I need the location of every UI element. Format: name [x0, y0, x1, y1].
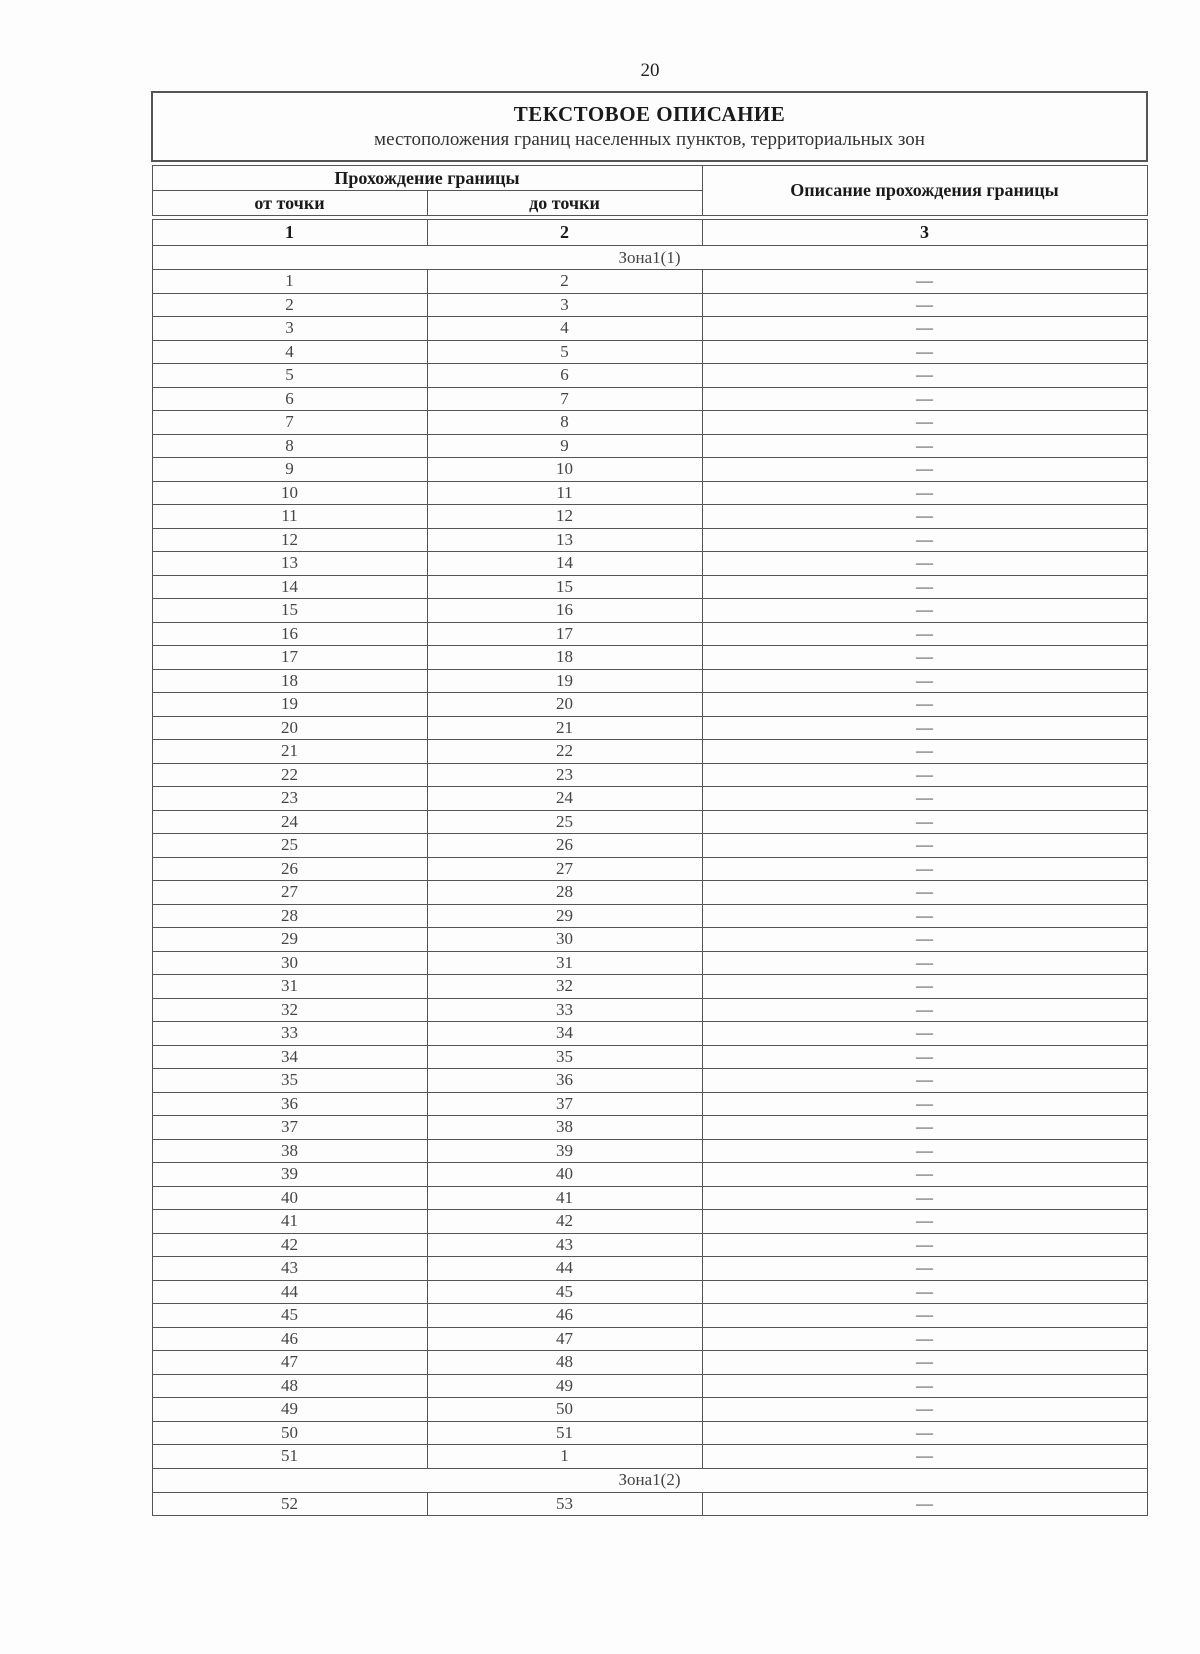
to-point-cell: 33 — [427, 998, 702, 1022]
to-point-cell: 11 — [427, 481, 702, 505]
description-cell: — — [702, 1280, 1147, 1304]
description-cell: — — [702, 622, 1147, 646]
table-row — [152, 317, 1147, 341]
description-cell: — — [702, 1421, 1147, 1445]
from-point-cell: 14 — [152, 575, 427, 599]
table-row — [152, 293, 1147, 317]
table-row — [152, 458, 1147, 482]
description-cell: — — [702, 364, 1147, 388]
from-point-cell: 38 — [152, 1139, 427, 1163]
from-point-cell: 27 — [152, 881, 427, 905]
description-cell: — — [702, 458, 1147, 482]
from-point-cell: 32 — [152, 998, 427, 1022]
table-row — [152, 1233, 1147, 1257]
from-point-cell: 7 — [152, 411, 427, 435]
from-point-cell: 1 — [152, 270, 427, 294]
table-row — [152, 693, 1147, 717]
table-row — [152, 1492, 1147, 1516]
from-point-cell: 10 — [152, 481, 427, 505]
table-row — [152, 1280, 1147, 1304]
to-point-cell: 18 — [427, 646, 702, 670]
description-cell: — — [702, 1069, 1147, 1093]
table-row — [152, 716, 1147, 740]
table-row — [152, 834, 1147, 858]
from-point-cell: 36 — [152, 1092, 427, 1116]
table-row — [152, 1045, 1147, 1069]
column-number-3: 3 — [702, 220, 1147, 246]
from-point-cell: 51 — [152, 1445, 427, 1469]
to-point-cell: 40 — [427, 1163, 702, 1187]
description-cell: — — [702, 528, 1147, 552]
to-point-cell: 32 — [427, 975, 702, 999]
from-point-cell: 26 — [152, 857, 427, 881]
from-point-cell: 9 — [152, 458, 427, 482]
to-point-cell: 34 — [427, 1022, 702, 1046]
title-main: ТЕКСТОВОЕ ОПИСАНИЕ — [513, 102, 786, 126]
description-cell: — — [702, 1186, 1147, 1210]
to-point-cell: 36 — [427, 1069, 702, 1093]
table-row — [152, 1092, 1147, 1116]
description-cell: — — [702, 998, 1147, 1022]
from-point-cell: 34 — [152, 1045, 427, 1069]
table-row — [152, 1210, 1147, 1234]
to-point-cell: 1 — [427, 1445, 702, 1469]
from-point-cell: 13 — [152, 552, 427, 576]
table-row — [152, 740, 1147, 764]
table-row — [152, 669, 1147, 693]
table-row — [152, 1351, 1147, 1375]
to-point-cell: 53 — [427, 1492, 702, 1516]
to-point-cell: 38 — [427, 1116, 702, 1140]
to-point-cell: 46 — [427, 1304, 702, 1328]
to-point-cell: 31 — [427, 951, 702, 975]
description-cell: — — [702, 693, 1147, 717]
to-point-cell: 16 — [427, 599, 702, 623]
description-cell: — — [702, 1092, 1147, 1116]
to-point-cell: 49 — [427, 1374, 702, 1398]
to-point-cell: 50 — [427, 1398, 702, 1422]
to-point-cell: 27 — [427, 857, 702, 881]
from-point-cell: 24 — [152, 810, 427, 834]
table-row — [152, 763, 1147, 787]
table-row — [152, 810, 1147, 834]
to-point-cell: 22 — [427, 740, 702, 764]
table-row — [152, 975, 1147, 999]
zone-header-row — [152, 246, 1147, 270]
from-point-cell: 50 — [152, 1421, 427, 1445]
table-row — [152, 857, 1147, 881]
from-point-cell: 33 — [152, 1022, 427, 1046]
column-number-1: 1 — [152, 220, 427, 246]
from-point-cell: 11 — [152, 505, 427, 529]
to-point-cell: 3 — [427, 293, 702, 317]
to-point-cell: 43 — [427, 1233, 702, 1257]
to-point-cell: 39 — [427, 1139, 702, 1163]
to-point-cell: 45 — [427, 1280, 702, 1304]
description-cell: — — [702, 1351, 1147, 1375]
description-cell: — — [702, 1163, 1147, 1187]
to-point-cell: 41 — [427, 1186, 702, 1210]
to-point-cell: 48 — [427, 1351, 702, 1375]
header-to-point: до точки — [427, 191, 702, 216]
to-point-cell: 30 — [427, 928, 702, 952]
description-cell: — — [702, 481, 1147, 505]
from-point-cell: 23 — [152, 787, 427, 811]
table-row — [152, 1421, 1147, 1445]
to-point-cell: 19 — [427, 669, 702, 693]
header-description: Описание прохождения границы — [702, 166, 1147, 216]
description-cell: — — [702, 1492, 1147, 1516]
from-point-cell: 6 — [152, 387, 427, 411]
to-point-cell: 5 — [427, 340, 702, 364]
from-point-cell: 29 — [152, 928, 427, 952]
table-body — [152, 246, 1147, 1516]
description-cell: — — [702, 834, 1147, 858]
table-row — [152, 575, 1147, 599]
table-row — [152, 1304, 1147, 1328]
from-point-cell: 17 — [152, 646, 427, 670]
description-cell: — — [702, 270, 1147, 294]
table-row — [152, 1257, 1147, 1281]
from-point-cell: 8 — [152, 434, 427, 458]
header-passage: Прохождение границы — [152, 166, 702, 191]
description-cell: — — [702, 552, 1147, 576]
table-row — [152, 505, 1147, 529]
to-point-cell: 35 — [427, 1045, 702, 1069]
from-point-cell: 42 — [152, 1233, 427, 1257]
to-point-cell: 44 — [427, 1257, 702, 1281]
description-cell: — — [702, 669, 1147, 693]
description-cell: — — [702, 340, 1147, 364]
description-cell: — — [702, 1398, 1147, 1422]
from-point-cell: 2 — [152, 293, 427, 317]
table-row — [152, 599, 1147, 623]
description-cell: — — [702, 1374, 1147, 1398]
column-number-2: 2 — [427, 220, 702, 246]
description-cell: — — [702, 387, 1147, 411]
table-row — [152, 904, 1147, 928]
description-cell: — — [702, 1233, 1147, 1257]
table-row — [152, 622, 1147, 646]
description-cell: — — [702, 975, 1147, 999]
description-cell: — — [702, 928, 1147, 952]
boundary-description-table — [151, 91, 1148, 1516]
table-row — [152, 270, 1147, 294]
from-point-cell: 46 — [152, 1327, 427, 1351]
table-title — [152, 92, 1147, 161]
description-cell: — — [702, 434, 1147, 458]
from-point-cell: 45 — [152, 1304, 427, 1328]
to-point-cell: 51 — [427, 1421, 702, 1445]
from-point-cell: 41 — [152, 1210, 427, 1234]
description-cell: — — [702, 1257, 1147, 1281]
description-cell: — — [702, 505, 1147, 529]
description-cell: — — [702, 881, 1147, 905]
description-cell: — — [702, 1445, 1147, 1469]
from-point-cell: 25 — [152, 834, 427, 858]
from-point-cell: 43 — [152, 1257, 427, 1281]
table-row — [152, 528, 1147, 552]
title-subtitle: местоположения границ населенных пунктов, территориальных зон — [374, 129, 925, 150]
to-point-cell: 24 — [427, 787, 702, 811]
table-row — [152, 998, 1147, 1022]
from-point-cell: 30 — [152, 951, 427, 975]
table-row — [152, 881, 1147, 905]
table-row — [152, 340, 1147, 364]
from-point-cell: 35 — [152, 1069, 427, 1093]
to-point-cell: 15 — [427, 575, 702, 599]
from-point-cell: 39 — [152, 1163, 427, 1187]
description-cell: — — [702, 293, 1147, 317]
table-row — [152, 387, 1147, 411]
from-point-cell: 20 — [152, 716, 427, 740]
to-point-cell: 17 — [427, 622, 702, 646]
table-row — [152, 646, 1147, 670]
table-row — [152, 1374, 1147, 1398]
description-cell: — — [702, 1210, 1147, 1234]
description-cell: — — [702, 716, 1147, 740]
description-cell: — — [702, 857, 1147, 881]
table-row — [152, 951, 1147, 975]
from-point-cell: 15 — [152, 599, 427, 623]
table-row — [152, 1139, 1147, 1163]
description-cell: — — [702, 1139, 1147, 1163]
table-row — [152, 928, 1147, 952]
description-cell: — — [702, 787, 1147, 811]
description-cell: — — [702, 411, 1147, 435]
to-point-cell: 47 — [427, 1327, 702, 1351]
description-cell: — — [702, 1045, 1147, 1069]
zone-name: Зона1(2) — [152, 1468, 1147, 1492]
to-point-cell: 13 — [427, 528, 702, 552]
from-point-cell: 47 — [152, 1351, 427, 1375]
from-point-cell: 5 — [152, 364, 427, 388]
to-point-cell: 2 — [427, 270, 702, 294]
table-row — [152, 1022, 1147, 1046]
to-point-cell: 12 — [427, 505, 702, 529]
to-point-cell: 20 — [427, 693, 702, 717]
page-number: 20 — [640, 60, 660, 81]
description-cell: — — [702, 763, 1147, 787]
table-row — [152, 1445, 1147, 1469]
from-point-cell: 18 — [152, 669, 427, 693]
to-point-cell: 21 — [427, 716, 702, 740]
zone-header-row — [152, 1468, 1147, 1492]
description-cell: — — [702, 951, 1147, 975]
table-row — [152, 481, 1147, 505]
from-point-cell: 4 — [152, 340, 427, 364]
description-cell: — — [702, 740, 1147, 764]
to-point-cell: 23 — [427, 763, 702, 787]
from-point-cell: 19 — [152, 693, 427, 717]
table-row — [152, 1398, 1147, 1422]
from-point-cell: 48 — [152, 1374, 427, 1398]
table-row — [152, 787, 1147, 811]
to-point-cell: 4 — [427, 317, 702, 341]
header-from-point: от точки — [152, 191, 427, 216]
to-point-cell: 10 — [427, 458, 702, 482]
description-cell: — — [702, 1304, 1147, 1328]
description-cell: — — [702, 575, 1147, 599]
description-cell: — — [702, 1022, 1147, 1046]
from-point-cell: 40 — [152, 1186, 427, 1210]
table-row — [152, 1327, 1147, 1351]
description-cell: — — [702, 599, 1147, 623]
to-point-cell: 6 — [427, 364, 702, 388]
description-cell: — — [702, 317, 1147, 341]
description-cell: — — [702, 1327, 1147, 1351]
from-point-cell: 37 — [152, 1116, 427, 1140]
table-row — [152, 434, 1147, 458]
from-point-cell: 52 — [152, 1492, 427, 1516]
table-row — [152, 552, 1147, 576]
from-point-cell: 49 — [152, 1398, 427, 1422]
zone-name: Зона1(1) — [152, 246, 1147, 270]
table-row — [152, 1186, 1147, 1210]
from-point-cell: 22 — [152, 763, 427, 787]
to-point-cell: 9 — [427, 434, 702, 458]
table-row — [152, 364, 1147, 388]
table-row — [152, 1116, 1147, 1140]
description-cell: — — [702, 810, 1147, 834]
to-point-cell: 7 — [427, 387, 702, 411]
description-cell: — — [702, 1116, 1147, 1140]
from-point-cell: 16 — [152, 622, 427, 646]
to-point-cell: 14 — [427, 552, 702, 576]
to-point-cell: 29 — [427, 904, 702, 928]
from-point-cell: 31 — [152, 975, 427, 999]
from-point-cell: 3 — [152, 317, 427, 341]
to-point-cell: 25 — [427, 810, 702, 834]
from-point-cell: 44 — [152, 1280, 427, 1304]
to-point-cell: 42 — [427, 1210, 702, 1234]
description-cell: — — [702, 646, 1147, 670]
to-point-cell: 28 — [427, 881, 702, 905]
from-point-cell: 21 — [152, 740, 427, 764]
from-point-cell: 12 — [152, 528, 427, 552]
to-point-cell: 37 — [427, 1092, 702, 1116]
to-point-cell: 26 — [427, 834, 702, 858]
table-row — [152, 411, 1147, 435]
description-cell: — — [702, 904, 1147, 928]
from-point-cell: 28 — [152, 904, 427, 928]
to-point-cell: 8 — [427, 411, 702, 435]
table-row — [152, 1069, 1147, 1093]
table-row — [152, 1163, 1147, 1187]
